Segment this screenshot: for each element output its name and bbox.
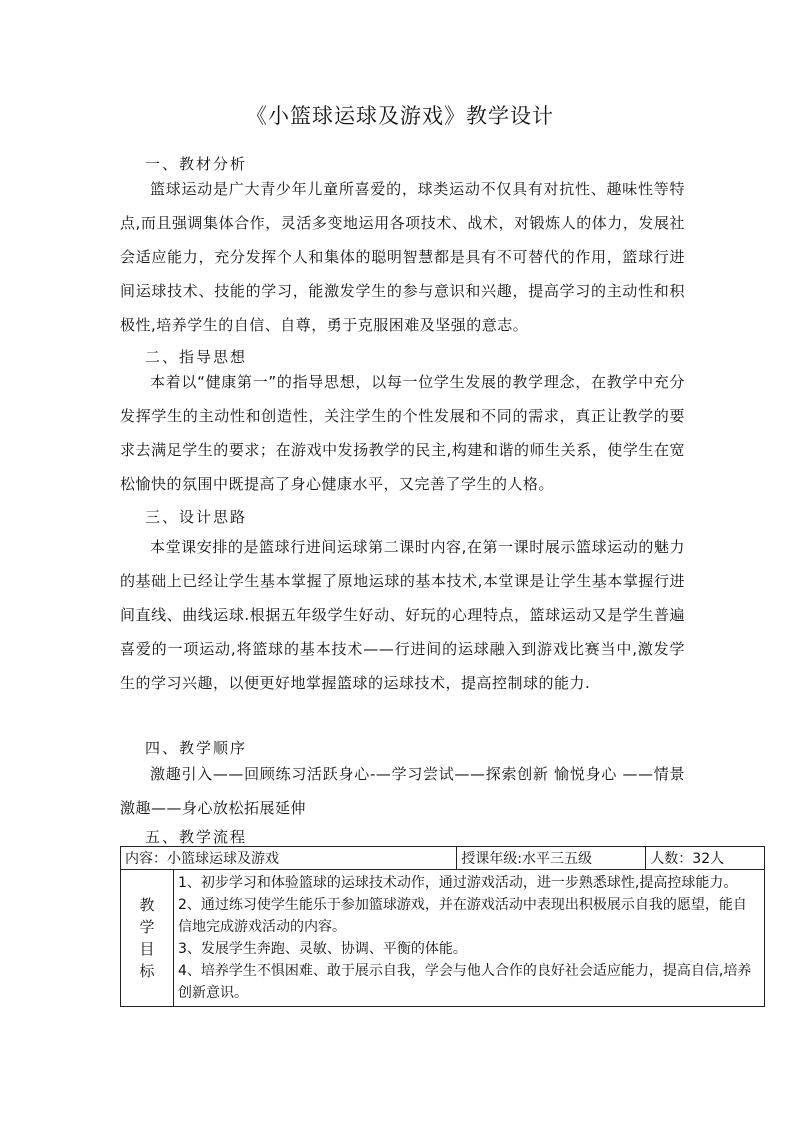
section-heading-process: 五、教学流程 [145, 828, 248, 846]
goals-label-cell [121, 870, 174, 1007]
lesson-table [120, 846, 765, 1007]
section-text-design: 本堂课安排的是篮球行进间运球第二课时内容,在第一课时展示篮球运动的魅力的基础上已经让学生基本掌握了原地运球的基本技术,本堂课是让学生基本掌握行进间直线、曲线运球.根据五年级学生好动、好玩的心理特点，篮球运动又是学生普遍喜爱的一项运动,将篮球的基本技术——行进间的运球融入到游戏比赛当中,激发学生的学习兴趣，以便更好地掌握篮球的运球技术，提高控制球的能力. [120, 538, 685, 692]
section-text-sequence: 激趣引入——回顾练习活跃身心-—学习尝试——探索创新 愉悦身心 ——情景激趣——身心放松拓展延伸 [120, 765, 685, 817]
section-heading-guiding-ideas: 二、指导思想 [145, 348, 248, 366]
content-cell: 内容：小篮球运球及游戏 [121, 847, 457, 870]
count-cell: 人数：32人 [646, 847, 765, 870]
document-title: 《小篮球运球及游戏》教学设计 [246, 104, 554, 128]
table-row [121, 847, 765, 870]
section-heading-design: 三、设计思路 [145, 508, 248, 526]
goals-label: 教学目标 [139, 896, 155, 980]
goal-item: 3、发展学生奔跑、灵敏、协调、平衡的体能。 [178, 941, 467, 957]
goal-item: 2、通过练习使学生能乐于参加篮球游戏，并在游戏活动中表现出积极展示自我的愿望，能自信地完成游戏活动的内容。 [178, 897, 747, 935]
grade-cell: 授课年级:水平三五级 [457, 847, 646, 870]
goal-item: 4、培养学生不惧困难、敢于展示自我，学会与他人合作的良好社会适应能力，提高自信,培养创新意识。 [178, 963, 752, 1001]
section-text-materials: 篮球运动是广大青少年儿童所喜爱的，球类运动不仅具有对抗性、趣味性等特点,而且强调集体合作，灵活多变地运用各项技术、战术，对锻炼人的体力，发展社会适应能力，充分发挥个人和集体的聪明智慧都是具有不可替代的作用，篮球行进间运球技术、技能的学习，能激发学生的参与意识和兴趣，提高学习的主动性和积极性,培养学生的自信、自尊，勇于克服困难及坚强的意志。 [120, 180, 685, 334]
section-heading-sequence: 四、教学顺序 [145, 739, 248, 757]
goal-item: 1、初步学习和体验篮球的运球技术动作，通过游戏活动，进一步熟悉球性,提高控球能力。 [178, 875, 738, 891]
table-row [121, 870, 765, 1007]
goals-cell [174, 870, 765, 1007]
section-heading-materials: 一、教材分析 [145, 155, 248, 173]
section-text-guiding-ideas: 本着以“健康第一”的指导思想，以每一位学生发展的教学理念，在教学中充分发挥学生的主动性和创造性，关注学生的个性发展和不同的需求，真正让教学的要求去满足学生的要求；在游戏中发扬教学的民主,构建和谐的师生关系，使学生在宽松愉快的氛围中既提高了身心健康水平，又完善了学生的人格。 [120, 373, 685, 493]
